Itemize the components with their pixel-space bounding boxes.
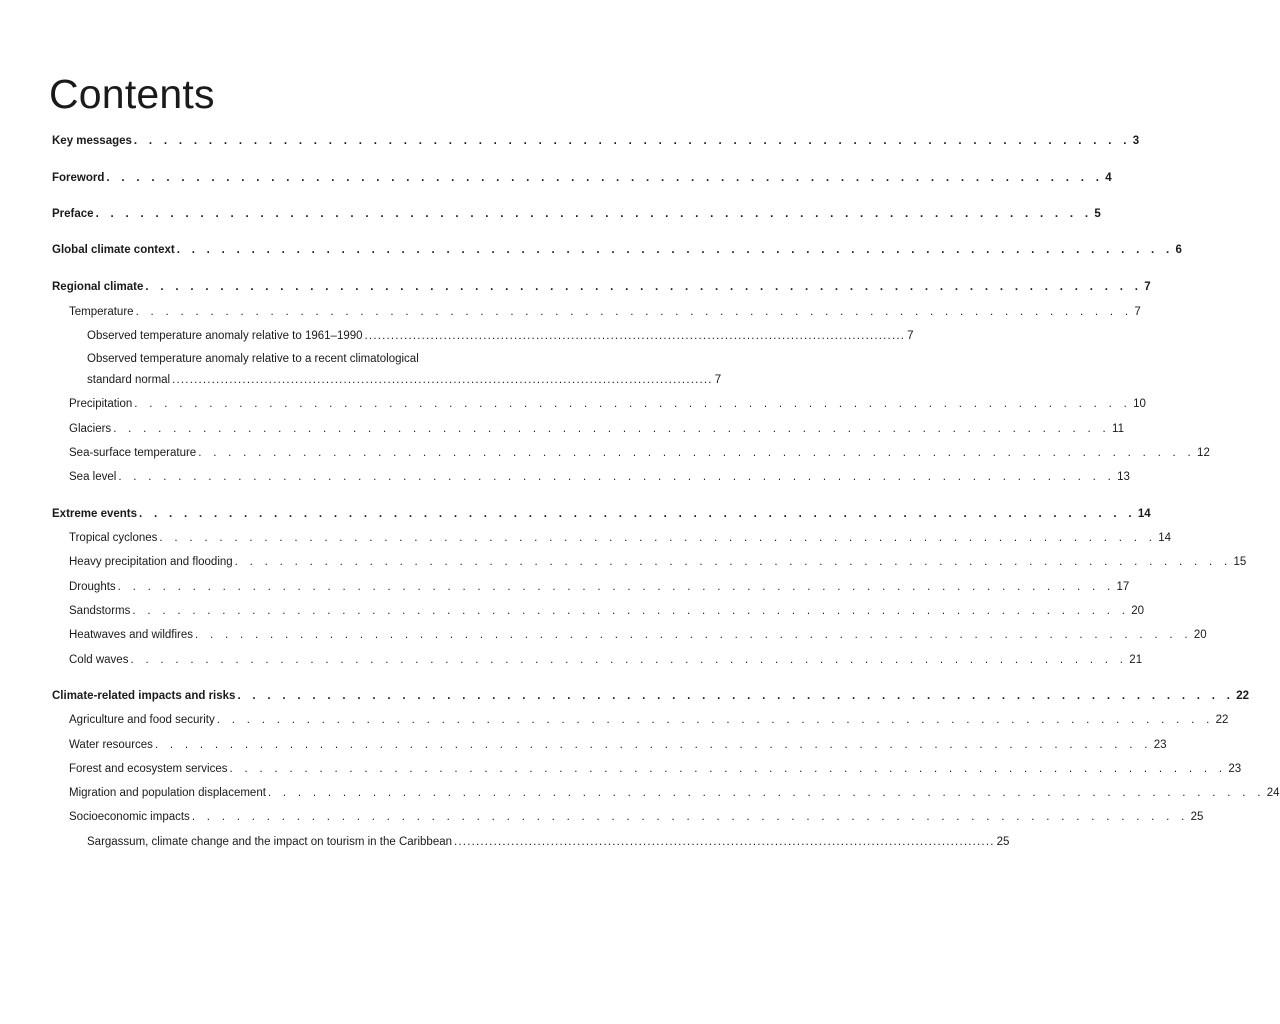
toc-entry-extreme-events[interactable] <box>52 507 1151 521</box>
toc-dot-leader: . . . . . . . . . . . . . . . . . . . . . . . . . . . . . . . . . . . . . . . . . . . . . . . . . . . . . . . . . . . . . . . . . . . <box>134 398 1132 410</box>
toc-entry-title: Sandstorms <box>69 605 131 617</box>
toc-entry-glaciers[interactable] <box>69 422 1124 436</box>
toc-entry-key-messages[interactable] <box>52 134 1140 148</box>
toc-entry-sea-level[interactable] <box>69 470 1130 484</box>
toc-page-number: 10 <box>1133 398 1146 410</box>
toc-dot-leader: . . . . . . . . . . . . . . . . . . . . . . . . . . . . . . . . . . . . . . . . . . . . . . . . . . . . . . . . . . . . . . . . . . . <box>139 508 1136 520</box>
toc-entry-title: Heavy precipitation and flooding <box>69 556 233 568</box>
toc-entry-preface[interactable] <box>52 207 1101 221</box>
toc-dot-leader: . . . . . . . . . . . . . . . . . . . . . . . . . . . . . . . . . . . . . . . . . . . . . . . . . . . . . . . . . . . . . . . . . . . <box>133 135 1131 147</box>
toc-dot-leader: . . . . . . . . . . . . . . . . . . . . . . . . . . . . . . . . . . . . . . . . . . . . . . . . . . . . . . . . . . . . . . . . . . . <box>145 281 1143 293</box>
toc-entry-title: Sargassum, climate change and the impact on tourism in the Caribbean <box>87 836 453 848</box>
toc-page-number: 4 <box>1105 172 1112 184</box>
toc-page-number: 7 <box>1144 281 1151 293</box>
toc-entry-title: Observed temperature anomaly relative to 1961–1990 <box>87 330 363 342</box>
toc-page-number: 7 <box>1134 306 1141 318</box>
toc-page-number: 24 <box>1266 787 1280 799</box>
toc-entry-heatwaves-wildfires[interactable] <box>69 628 1207 642</box>
toc-dot-leader: . . . . . . . . . . . . . . . . . . . . . . . . . . . . . . . . . . . . . . . . . . . . . . . . . . . . . . . . . . . . . . . . . . . <box>267 787 1265 799</box>
toc-page-number: 23 <box>1228 763 1242 775</box>
toc-page-number: 22 <box>1236 690 1250 702</box>
toc-entry-title: Glaciers <box>69 423 112 435</box>
toc-dot-leader: ........................................................................................................................... <box>364 330 906 342</box>
toc-entry-precipitation[interactable] <box>69 397 1146 411</box>
toc-dot-leader: . . . . . . . . . . . . . . . . . . . . . . . . . . . . . . . . . . . . . . . . . . . . . . . . . . . . . . . . . . . . . . . . . . . <box>106 172 1104 184</box>
toc-entry-socioeconomic-impacts[interactable] <box>69 810 1204 824</box>
toc-entry-title: Key messages <box>52 135 132 147</box>
toc-dot-leader: . . . . . . . . . . . . . . . . . . . . . . . . . . . . . . . . . . . . . . . . . . . . . . . . . . . . . . . . . . . . . . . . . . . <box>195 629 1192 641</box>
toc-page-number: 14 <box>1158 532 1172 544</box>
toc-entry-regional-climate[interactable] <box>52 280 1151 294</box>
toc-entry-title: Sea-surface temperature <box>69 447 197 459</box>
toc-dot-leader: . . . . . . . . . . . . . . . . . . . . . . . . . . . . . . . . . . . . . . . . . . . . . . . . . . . . . . . . . . . . . . . . . . . <box>118 471 1116 483</box>
toc-entry-title: Forest and ecosystem services <box>69 763 228 775</box>
toc-entry-title: Heatwaves and wildfires <box>69 629 194 641</box>
toc-dot-leader: . . . . . . . . . . . . . . . . . . . . . . . . . . . . . . . . . . . . . . . . . . . . . . . . . . . . . . . . . . . . . . . . . . . <box>191 811 1189 823</box>
toc-dot-leader: . . . . . . . . . . . . . . . . . . . . . . . . . . . . . . . . . . . . . . . . . . . . . . . . . . . . . . . . . . . . . . . . . . . <box>117 581 1115 593</box>
toc-entry-foreword[interactable] <box>52 171 1112 185</box>
toc-page-number: 13 <box>1117 471 1130 483</box>
toc-dot-leader: . . . . . . . . . . . . . . . . . . . . . . . . . . . . . . . . . . . . . . . . . . . . . . . . . . . . . . . . . . . . . . . . . . . <box>159 532 1157 544</box>
toc-page-number: 3 <box>1132 135 1140 147</box>
toc-page-number: 14 <box>1137 508 1151 520</box>
toc-dot-leader: . . . . . . . . . . . . . . . . . . . . . . . . . . . . . . . . . . . . . . . . . . . . . . . . . . . . . . . . . . . . . . . . . . . <box>216 714 1214 726</box>
toc-entry-droughts[interactable] <box>69 580 1130 594</box>
toc-dot-leader: . . . . . . . . . . . . . . . . . . . . . . . . . . . . . . . . . . . . . . . . . . . . . . . . . . . . . . . . . . . . . . . . . . . <box>234 556 1232 568</box>
toc-entry-title: Global climate context <box>52 244 175 256</box>
toc-dot-leader: . . . . . . . . . . . . . . . . . . . . . . . . . . . . . . . . . . . . . . . . . . . . . . . . . . . . . . . . . . . . . . . . . . . <box>113 423 1111 435</box>
toc-entry-title: Agriculture and food security <box>69 714 215 726</box>
toc-entry-global-climate-context[interactable] <box>52 243 1182 257</box>
toc-entry-agriculture-food-security[interactable] <box>69 713 1229 727</box>
toc-entry-title: Regional climate <box>52 281 144 293</box>
toc-dot-leader: . . . . . . . . . . . . . . . . . . . . . . . . . . . . . . . . . . . . . . . . . . . . . . . . . . . . . . . . . . . . . . . . . . . <box>154 739 1152 751</box>
toc-entry-migration-displacement[interactable] <box>69 786 1280 800</box>
toc-entry-forest-ecosystem-services[interactable] <box>69 762 1242 776</box>
toc-dot-leader: . . . . . . . . . . . . . . . . . . . . . . . . . . . . . . . . . . . . . . . . . . . . . . . . . . . . . . . . . . . . . . . . . . . <box>229 763 1227 775</box>
toc-entry-title: Migration and population displacement <box>69 787 266 799</box>
toc-page-number: 15 <box>1233 556 1247 568</box>
toc-entry-title: Extreme events <box>52 508 138 520</box>
toc-dot-leader: . . . . . . . . . . . . . . . . . . . . . . . . . . . . . . . . . . . . . . . . . . . . . . . . . . . . . . . . . . . . . . . . . . . <box>176 244 1174 256</box>
toc-entry-temperature-anomaly-1961-1990[interactable] <box>87 329 914 343</box>
toc-page-number: 25 <box>996 836 1010 848</box>
page-title: Contents <box>49 71 215 117</box>
toc-dot-leader: ........................................................................................................................... <box>172 374 713 386</box>
toc-entry-climate-impacts-risks[interactable] <box>52 689 1250 703</box>
toc-entry-title: Precipitation <box>69 398 133 410</box>
toc-page-number: 6 <box>1175 244 1182 256</box>
toc-entry-sea-surface-temperature[interactable] <box>69 446 1210 460</box>
toc-dot-leader: ........................................................................................................................... <box>454 836 995 848</box>
toc-entry-temperature[interactable] <box>69 305 1141 319</box>
toc-entry-title: Socioeconomic impacts <box>69 811 190 823</box>
toc-dot-leader: . . . . . . . . . . . . . . . . . . . . . . . . . . . . . . . . . . . . . . . . . . . . . . . . . . . . . . . . . . . . . . . . . . . <box>198 447 1196 459</box>
toc-page-number: 7 <box>714 374 722 386</box>
toc-dot-leader: . . . . . . . . . . . . . . . . . . . . . . . . . . . . . . . . . . . . . . . . . . . . . . . . . . . . . . . . . . . . . . . . . . . <box>95 208 1093 220</box>
toc-dot-leader: . . . . . . . . . . . . . . . . . . . . . . . . . . . . . . . . . . . . . . . . . . . . . . . . . . . . . . . . . . . . . . . . . . . <box>135 306 1133 318</box>
toc-page-number: 7 <box>907 330 914 342</box>
toc-page-number: 21 <box>1129 654 1143 666</box>
toc-entry-title: standard normal <box>87 374 171 386</box>
toc-entry-title: Cold waves <box>69 654 129 666</box>
toc-page-number: 12 <box>1197 447 1210 459</box>
toc-page-number: 25 <box>1190 811 1204 823</box>
toc-page-number: 11 <box>1112 423 1124 435</box>
toc-entry-temperature-anomaly-recent-normal[interactable] <box>87 373 722 387</box>
toc-entry-water-resources[interactable] <box>69 738 1167 752</box>
toc-entry-title: Temperature <box>69 306 134 318</box>
toc-page-number: 22 <box>1215 714 1229 726</box>
toc-entry-heavy-precipitation[interactable] <box>69 555 1247 569</box>
toc-entry-title: Droughts <box>69 581 116 593</box>
toc-entry-title: Water resources <box>69 739 153 751</box>
toc-entry-tropical-cyclones[interactable] <box>69 531 1172 545</box>
toc-entry-title: Foreword <box>52 172 105 184</box>
toc-dot-leader: . . . . . . . . . . . . . . . . . . . . . . . . . . . . . . . . . . . . . . . . . . . . . . . . . . . . . . . . . . . . . . . . . . . <box>130 654 1128 666</box>
toc-entry-title: Tropical cyclones <box>69 532 158 544</box>
toc-entry-cold-waves[interactable] <box>69 653 1143 667</box>
toc-entry-title-line1: Observed temperature anomaly relative to a recent climatological <box>87 353 419 365</box>
toc-page-number: 20 <box>1193 629 1207 641</box>
toc-page-number: 17 <box>1116 581 1130 593</box>
toc-page-number: 5 <box>1094 208 1101 220</box>
toc-page-number: 23 <box>1153 739 1167 751</box>
toc-entry-title: Climate-related impacts and risks <box>52 690 236 702</box>
toc-entry-title: Sea level <box>69 471 117 483</box>
toc-dot-leader: . . . . . . . . . . . . . . . . . . . . . . . . . . . . . . . . . . . . . . . . . . . . . . . . . . . . . . . . . . . . . . . . . . . <box>132 605 1130 617</box>
toc-entry-sandstorms[interactable] <box>69 604 1144 618</box>
toc-dot-leader: . . . . . . . . . . . . . . . . . . . . . . . . . . . . . . . . . . . . . . . . . . . . . . . . . . . . . . . . . . . . . . . . . . . <box>237 690 1235 702</box>
toc-entry-sargassum-tourism[interactable] <box>87 835 1010 849</box>
toc-entry-title: Preface <box>52 208 94 220</box>
toc-page-number: 20 <box>1131 605 1144 617</box>
